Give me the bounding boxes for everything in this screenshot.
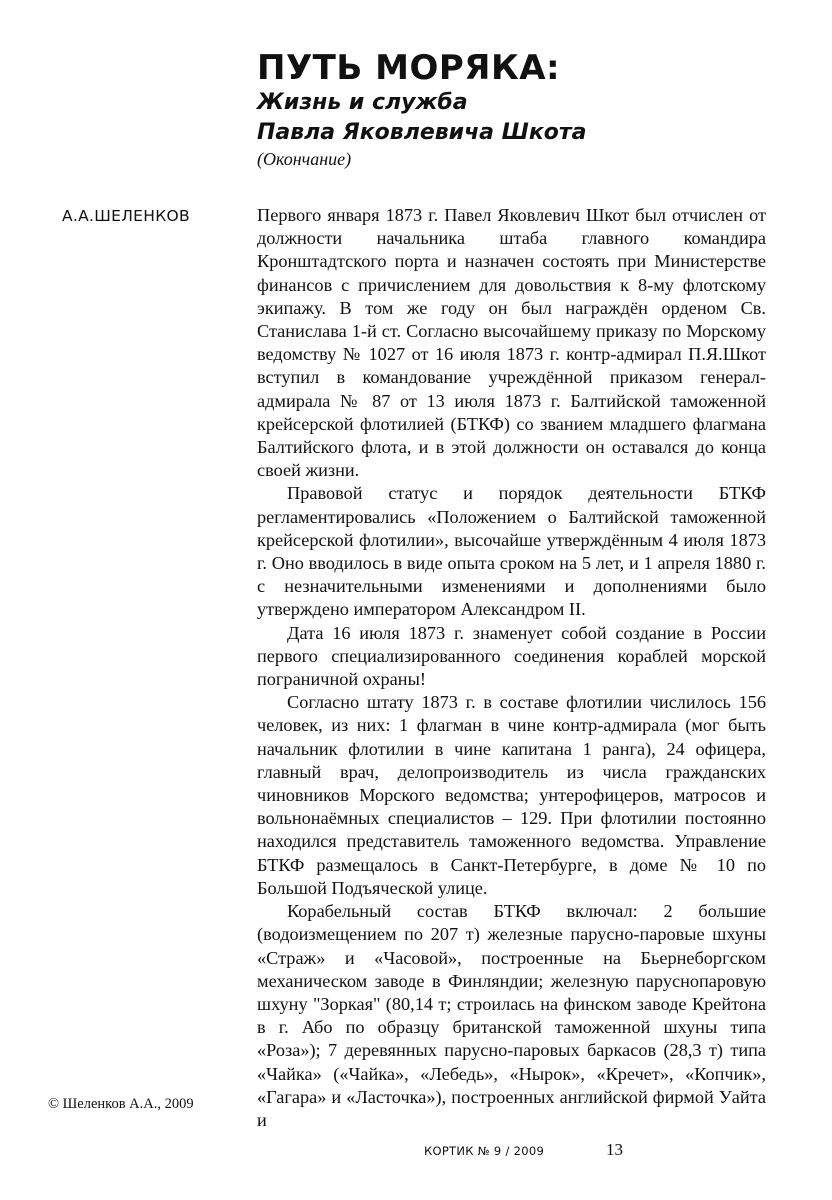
article-subtitle-line-1: Жизнь и служба: [257, 90, 468, 115]
body-paragraph: Первого января 1873 г. Павел Яковлевич Шкот был отчислен от должности начальника штаба главного командира Кронштадтского порта и назначен состоять при Министерстве финансов с причислением для довольствия к 8-му флотскому экипажу. В том же году он был награждён орденом Св. Станислава 1-й ст. Согласно высочайшему приказу по Морскому ведомству № 1027 от 16 июля 1873 г. контр-адмирал П.Я.Шкот вступил в командование учреждённой приказом генерал-адмирала № 87 от 13 июля 1873 г. Балтийской таможенной крейсерской флотилией (БТКФ) со званием младшего флагмана Балтийского флота, и в этой должности он оставался до конца своей жизни.: [257, 205, 766, 481]
article-body: [257, 204, 766, 1132]
article-title: ПУТЬ МОРЯКА:: [257, 48, 561, 88]
footer-magazine-issue: КОРТИК № 9 / 2009: [424, 1144, 545, 1158]
body-paragraph: Дата 16 июля 1873 г. знаменует собой создание в России первого специализированного соединения кораблей морской пограничной охраны!: [257, 622, 766, 690]
page-number: 13: [606, 1140, 623, 1159]
body-paragraph: Правовой статус и порядок деятельности БТКФ регламентировались «Положением о Балтийской таможенной крейсерской флотилии», высочайше утверждённым 4 июля 1873 г. Оно вводилось в виде опыта сроком на 5 лет, и 1 апреля 1880 г. с незначительными изменениями и дополнениями было утверждено императором Александром II.: [257, 483, 766, 620]
article-subtitle-line-2: Павла Яковлевича Шкота: [257, 120, 587, 145]
article-title-block: [257, 48, 797, 170]
copyright-notice: © Шеленков А.А., 2009: [48, 1096, 194, 1112]
author-name: А.А.ШЕЛЕНКОВ: [62, 207, 190, 225]
body-paragraph: Согласно штату 1873 г. в составе флотилии числилось 156 человек, из них: 1 флагман в чине контр-адмирала (мог быть начальник флотилии в чине капитана 1 ранга), 24 офицера, главный врач, делопроизводитель из числа гражданских чиновников Морского ведомства; унтерофицеров, матросов и вольнонаёмных специалистов – 129. При флотилии постоянно находился представитель таможенного ведомства. Управление БТКФ размещалось в Санкт-Петербурге, в доме № 10 по Большой Подъяческой улице.: [257, 692, 766, 898]
article-continuation-note: (Окончание): [257, 149, 352, 169]
body-paragraph: Корабельный состав БТКФ включал: 2 большие (водоизмещением по 207 т) железные парусно-паровые шхуны «Страж» и «Часовой», построенные на Бьернеборгском механическом заводе в Финляндии; железную паруснопаровую шхуну "Зоркая" (80,14 т; строилась на финском заводе Крейтона в г. Або по образцу британской таможенной шхуны типа «Роза»); 7 деревянных парусно-паровых баркасов (28,3 т) типа «Чайка» («Чайка», «Лебедь», «Нырок», «Кречет», «Копчик», «Гагара» и «Ласточка»), построенных английской фирмой Уайта и: [257, 901, 766, 1130]
